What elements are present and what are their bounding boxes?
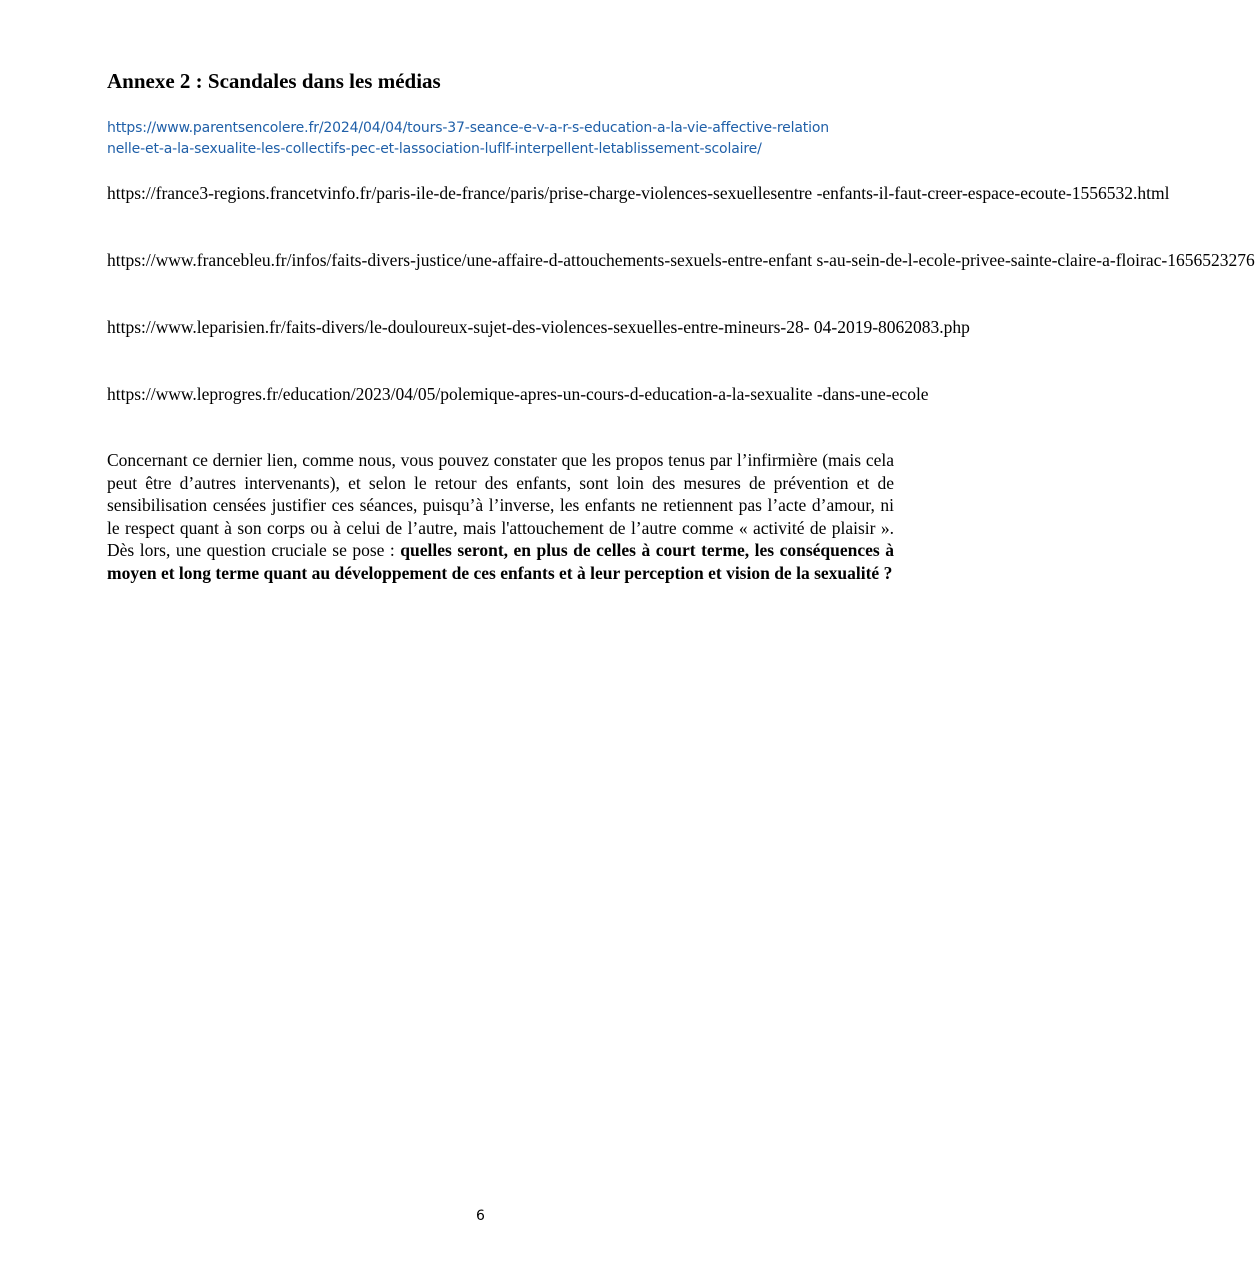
parentsencolere-link-line2: nelle-et-a-la-sexualite-les-collectifs-pec-et-lassociation-luflf-interpellent-letablissement-scolaire/ bbox=[107, 141, 762, 157]
leparisien-url bbox=[107, 316, 970, 339]
leprogres-url bbox=[107, 383, 929, 406]
conclusion-text: Concernant ce dernier lien, comme nous, vous pouvez constater que les propos tenus par l’infirmière (mais cela peut être d’autres intervenants), et selon le retour des enfants, sont loin des mesures de prévention et de sensibilisation censées justifier ces séances, puisqu’à l’inverse, les enfants ne retiennent pas l’acte d’amour, ni le respect quant à son corps ou à celui de l’autre, mais l'attouchement de l’autre comme « activité de plaisir ». Dès lors, une question cruciale se pose : bbox=[107, 450, 894, 560]
conclusion-question: quelles seront, en plus de celles à court terme, les conséquences à moyen et long terme quant au développement de ces enfants et à leur perception et vision de la sexualité ? bbox=[107, 540, 894, 583]
france3-url-line2: -enfants-il-faut-creer-espace-ecoute-1556532.html bbox=[816, 183, 1170, 203]
parentsencolere-link-block bbox=[107, 118, 907, 160]
leprogres-url-line2: -dans-une-ecole bbox=[816, 384, 929, 404]
francebleu-url bbox=[107, 249, 1255, 272]
francebleu-url-line2: s-au-sein-de-l-ecole-privee-sainte-claire-a-floirac-1656523276 bbox=[816, 250, 1255, 270]
annex-heading: Annexe 2 : Scandales dans les médias bbox=[107, 69, 441, 93]
conclusion-paragraph bbox=[107, 449, 894, 584]
page-number: 6 bbox=[476, 1208, 485, 1224]
leprogres-url-line1: https://www.leprogres.fr/education/2023/04/05/polemique-apres-un-cours-d-education-a-la-sexualite bbox=[107, 384, 813, 404]
leparisien-url-line2: 04-2019-8062083.php bbox=[813, 317, 970, 337]
france3-url-line1: https://france3-regions.francetvinfo.fr/paris-ile-de-france/paris/prise-charge-violences-sexuellesentre bbox=[107, 183, 813, 203]
france3-url bbox=[107, 182, 1169, 205]
leparisien-url-line1: https://www.leparisien.fr/faits-divers/le-douloureux-sujet-des-violences-sexuelles-entre-mineurs-28- bbox=[107, 317, 810, 337]
francebleu-url-line1: https://www.francebleu.fr/infos/faits-divers-justice/une-affaire-d-attouchements-sexuels-entre-enfant bbox=[107, 250, 813, 270]
parentsencolere-link[interactable] bbox=[107, 120, 829, 157]
parentsencolere-link-line1: https://www.parentsencolere.fr/2024/04/04/tours-37-seance-e-v-a-r-s-education-a-la-vie-affective-relation bbox=[107, 120, 830, 136]
